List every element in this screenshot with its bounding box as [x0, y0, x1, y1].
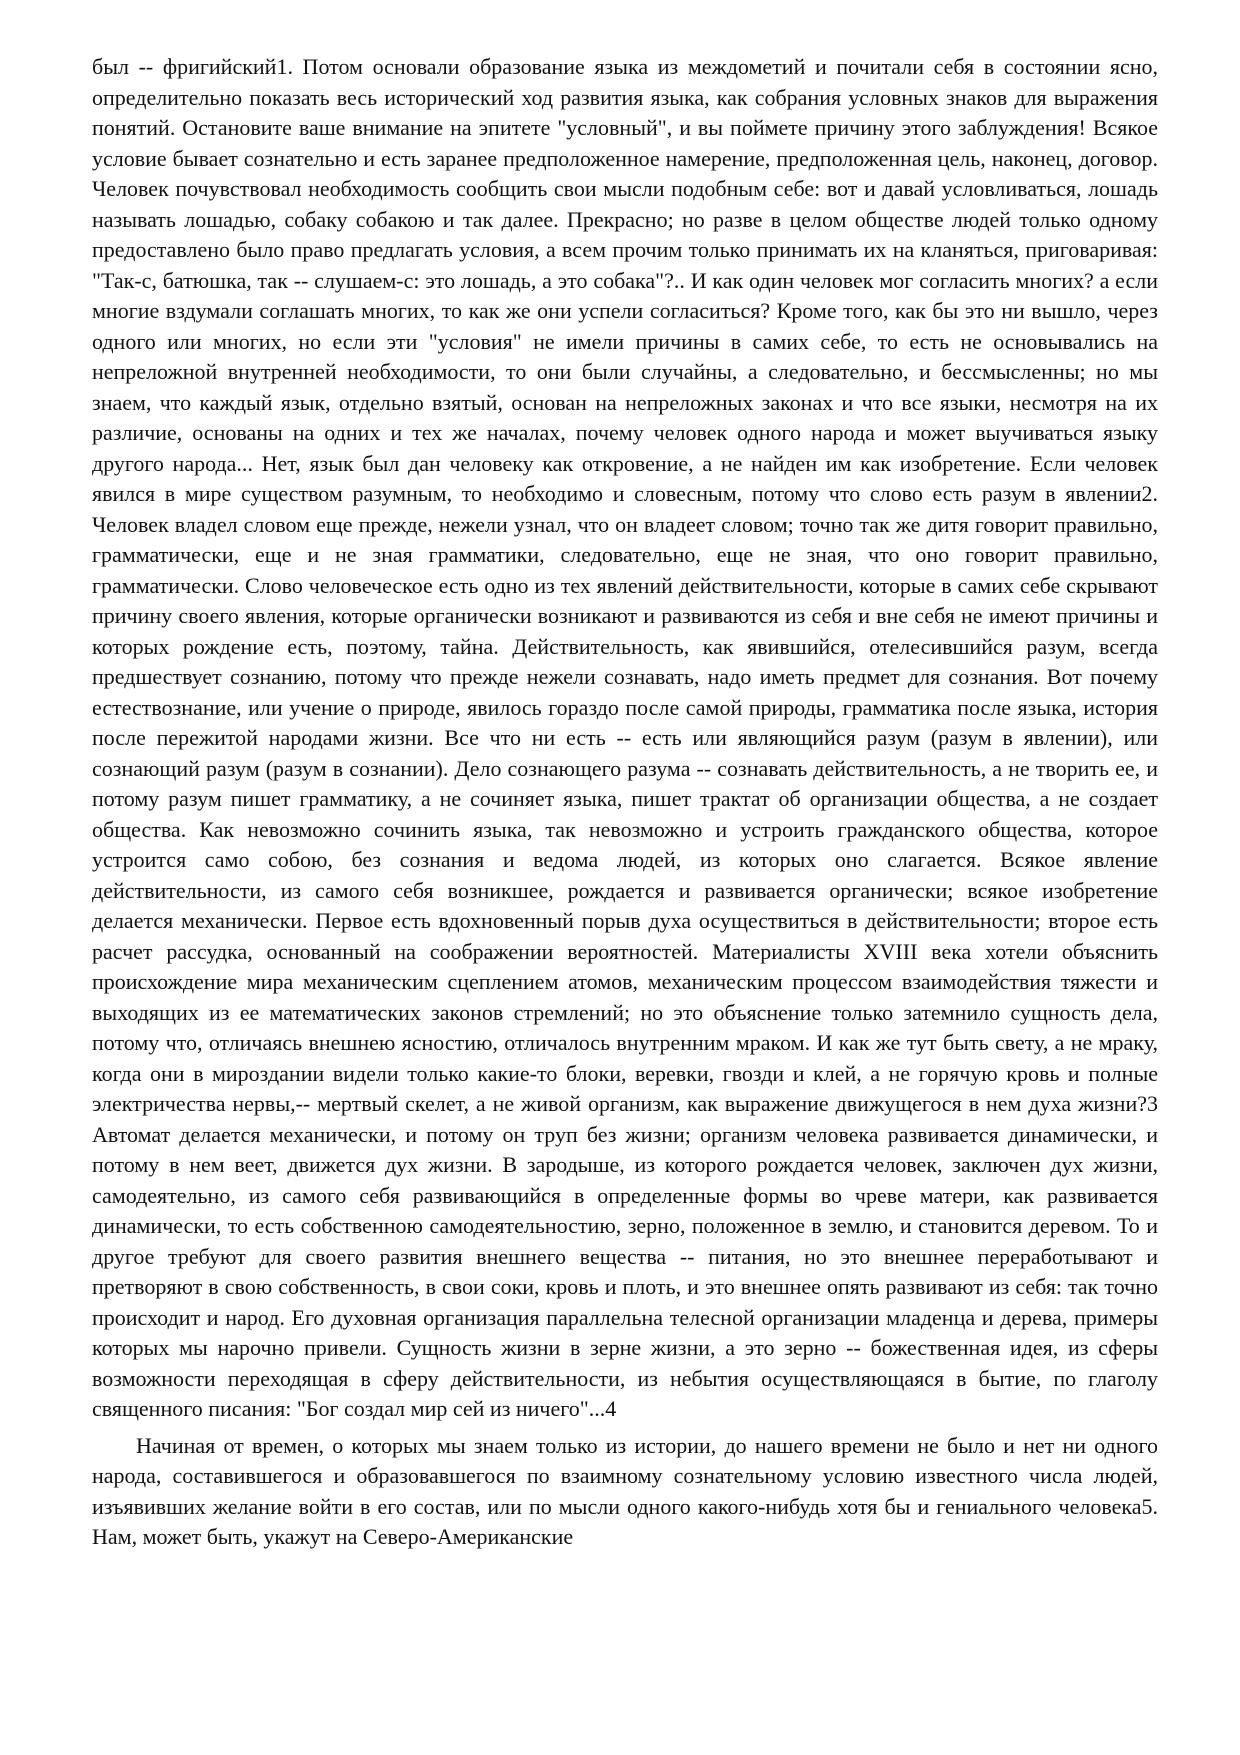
document-page	[92, 52, 1158, 1559]
paragraph-1: был -- фригийский1. Потом основали образование языка из междометий и почитали себя в состоянии ясно, определительно показать весь исторический ход развития языка, как собрания условных знаков для выражения понятий. Остановите ваше внимание на эпитете "условный", и вы поймете причину этого заблуждения! Всякое условие бывает сознательно и есть заранее предположенное намерение, предположенная цель, наконец, договор. Человек почувствовал необходимость сообщить свои мысли подобным себе: вот и давай условливаться, лошадь называть лошадью, собаку собакою и так далее. Прекрасно; но разве в целом обществе людей только одному предоставлено было право предлагать условия, а всем прочим только принимать их на кланяться, приговаривая: "Так-с, батюшка, так -- слушаем-с: это лошадь, а это собака"?.. И как один человек мог согласить многих? а если многие вздумали соглашать многих, то как же они успели согласиться? Кроме того, как бы это ни вышло, через одного или многих, но если эти "условия" не имели причины в самих себе, то есть не основывались на непреложной внутренней необходимости, то они были случайны, а следовательно, и бессмысленны; но мы знаем, что каждый язык, отдельно взятый, основан на непреложных законах и что все языки, несмотря на их различие, основаны на одних и тех же началах, почему человек одного народа и может выучиваться языку другого народа... Нет, язык был дан человеку как откровение, а не найден им как изобретение. Если человек явился в мире существом разумным, то необходимо и словесным, потому что слово есть разум в явлении2. Человек владел словом еще прежде, нежели узнал, что он владеет словом; точно так же дитя говорит правильно, грамматически, еще и не зная грамматики, следовательно, еще не зная, что оно говорит правильно, грамматически. Слово человеческое есть одно из тех явлений действительности, которые в самих себе скрывают причину своего явления, которые органически возникают и развиваются из себя и вне себя не имеют причины и которых рождение есть, поэтому, тайна. Действительность, как явившийся, отелесившийся разум, всегда предшествует сознанию, потому что прежде нежели сознавать, надо иметь предмет для сознания. Вот почему естествознание, или учение о природе, явилось гораздо после самой природы, грамматика после языка, история после пережитой народами жизни. Все что ни есть -- есть или являющийся разум (разум в явлении), или сознающий разум (разум в сознании). Дело сознающего разума -- сознавать действительность, а не творить ее, и потому разум пишет грамматику, а не сочиняет языка, пишет трактат об организации общества, а не создает общества. Как невозможно сочинить языка, так невозможно и устроить гражданского общества, которое устроится само собою, без сознания и ведома людей, из которых оно слагается. Всякое явление действительности, из самого себя возникшее, рождается и развивается органически; всякое изобретение делается механически. Первое есть вдохновенный порыв духа осуществиться в действительности; второе есть расчет рассудка, основанный на соображении вероятностей. Материалисты XVIII века хотели объяснить происхождение мира механическим сцеплением атомов, механическим процессом взаимодействия тяжести и выходящих из ее математических законов стремлений; но это объяснение только затемнило сущность дела, потому что, отличаясь внешнею ясностию, отличалось внутренним мраком. И как же тут быть свету, а не мраку, когда они в мироздании видели только какие-то блоки, веревки, гвозди и клей, а не горячую кровь и полные электричества нервы,-- мертвый скелет, а не живой организм, как выражение движущегося в нем духа жизни?3 Автомат делается механически, и потому он труп без жизни; организм человека развивается динамически, и потому в нем веет, движется дух жизни. В зародыше, из которого рождается человек, заключен дух жизни, самодеятельно, из самого себя развивающийся в определенные формы во чреве матери, как развивается динамически, то есть собственною самодеятельностию, зерно, положенное в землю, и становится деревом. То и другое требуют для своего развития внешнего вещества -- питания, но это внешнее переработывают и претворяют в свою собственность, в свои соки, кровь и плоть, и это внешнее опять развивают из себя: так точно происходит и народ. Его духовная организация параллельна телесной организации младенца и дерева, примеры которых мы нарочно привели. Сущность жизни в зерне жизни, а это зерно -- божественная идея, из сферы возможности переходящая в сферу действительности, из небытия осуществляющаяся в бытие, по глаголу священного писания: "Бог создал мир сей из ничего"...4	[92, 54, 1158, 1421]
paragraph-2: Начиная от времен, о которых мы знаем только из истории, до нашего времени не было и нет ни одного народа, составившегося и образовавшегося по взаимному сознательному условию известного числа людей, изъявивших желание войти в его состав, или по мысли одного какого-нибудь хотя бы и гениального человека5. Нам, может быть, укажут на Северо-Американские	[92, 1432, 1158, 1549]
